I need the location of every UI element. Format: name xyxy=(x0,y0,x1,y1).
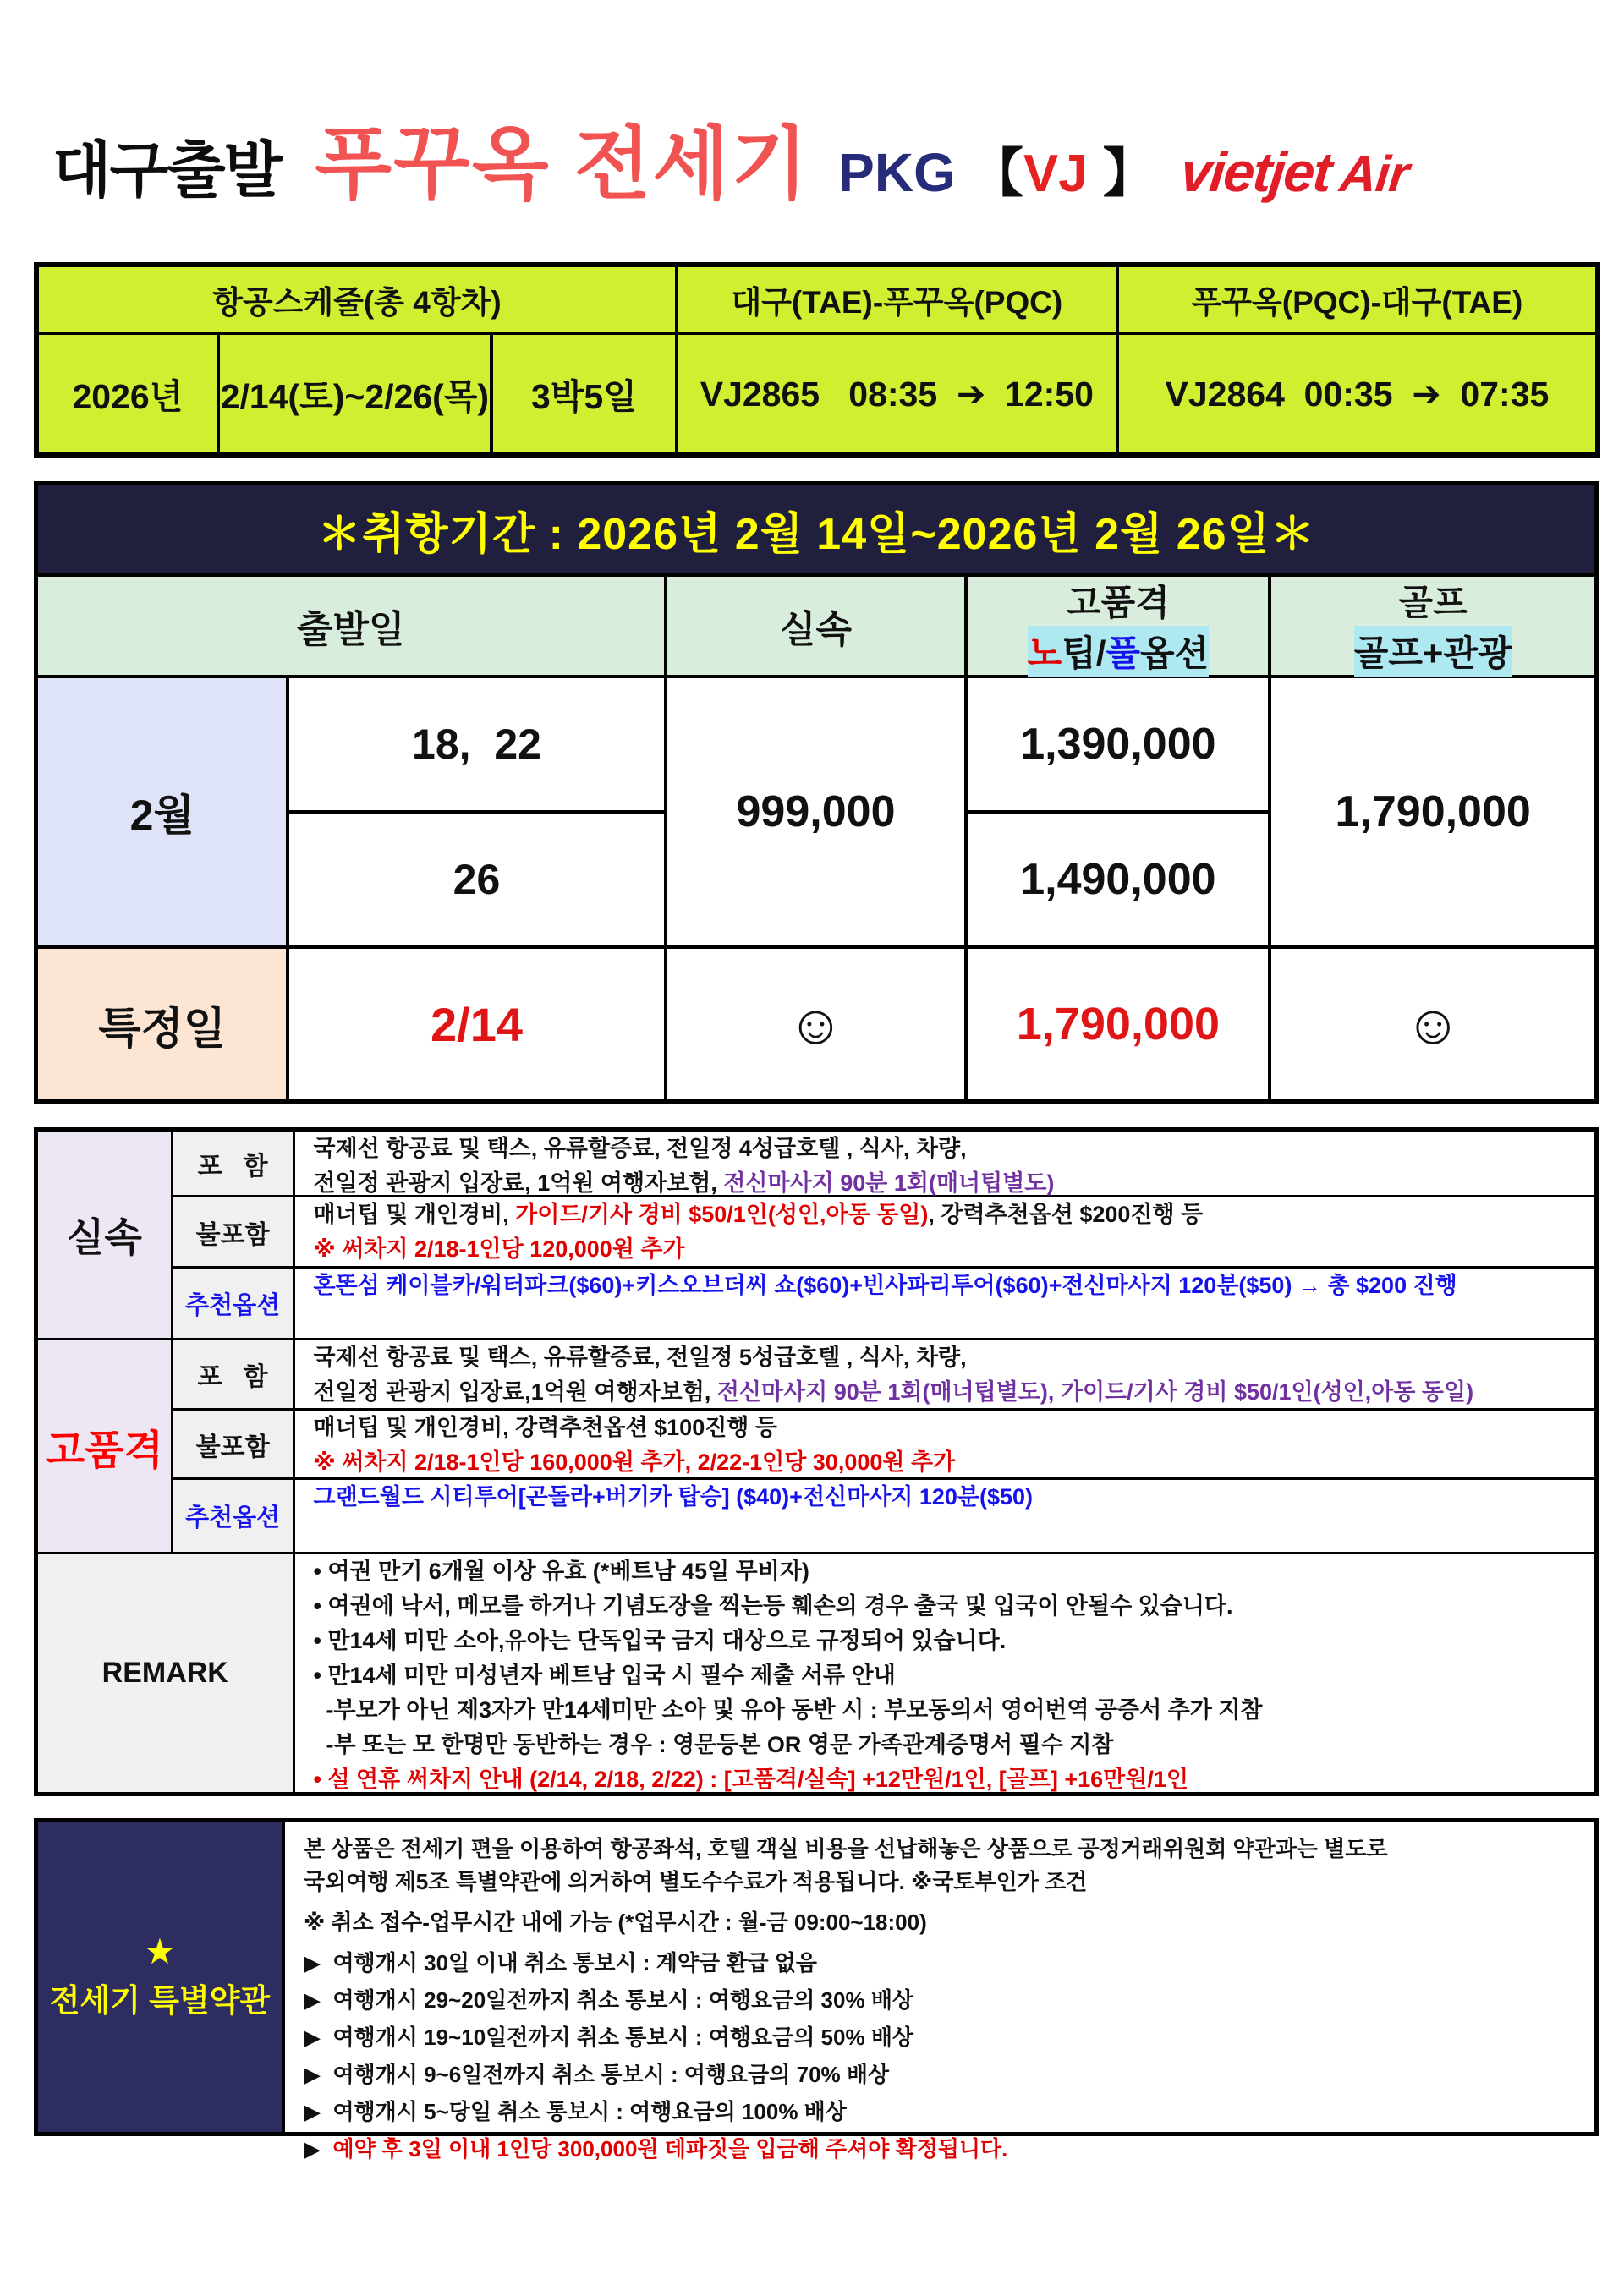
vietjet-air-logo xyxy=(1177,140,1412,204)
text-segment: ▶ xyxy=(304,2136,333,2162)
text-line xyxy=(304,2133,1007,2166)
text-segment: 본 상품은 전세기 편을 이용하여 항공좌석, 호텔 객실 비용을 선납해놓은 상품으로 공정거래위원회 약관과는 별도로 xyxy=(304,1836,1388,1861)
schedule-year-cell: 2026년 xyxy=(39,335,217,452)
premium-header-title: 고품격 xyxy=(1067,583,1170,622)
page-title xyxy=(52,100,1592,214)
text-line xyxy=(314,1445,956,1480)
title-pkg: PKG xyxy=(838,142,956,203)
departure-date-header: 출발일 xyxy=(38,577,664,675)
text-line xyxy=(304,1833,1388,1866)
text-segment: 전신마사지 90분 1회(매너팁별도), 가이드/기사 경비 $50/1인(성인,아동 동일) xyxy=(716,1378,1474,1405)
text-segment: 옵션 xyxy=(1140,633,1210,673)
text-line xyxy=(314,1197,1204,1232)
text-segment: 전일정 관광지 입장료,1억원 여행자보험, xyxy=(313,1378,717,1405)
text-line xyxy=(304,1906,927,1939)
title-bracket-open: 【 xyxy=(970,145,1023,203)
silsok-column-header: 실속 xyxy=(667,577,965,675)
text-line xyxy=(304,1866,1087,1899)
remark-content xyxy=(295,1554,1595,1792)
text-segment: 예약 후 3일 이내 1인당 300,000원 데파짓을 입금해 주셔야 확정됩니다. xyxy=(332,2136,1008,2162)
text-segment: ▶ 여행개시 19~10일전까지 취소 통보시 : 여행요금의 50% 배상 xyxy=(304,2025,914,2050)
golf-header-title: 골프 xyxy=(1398,583,1468,622)
premium-include-label: 포 함 xyxy=(173,1340,293,1408)
text-segment: , 강력추천옵션 $200진행 등 xyxy=(928,1202,1204,1227)
silsok-price-cell: 999,000 xyxy=(667,678,965,945)
text-line xyxy=(314,1411,777,1445)
flight-schedule-table xyxy=(34,262,1600,458)
text-line xyxy=(314,1375,1474,1410)
title-destination: 푸꾸옥 전세기 xyxy=(315,119,810,208)
inbound-flight-cell: VJ2864 00:35 ➔ 07:35 xyxy=(1119,335,1595,452)
charter-terms-label xyxy=(38,1822,282,2132)
text-line xyxy=(314,1232,685,1267)
special-premium-price: 1,790,000 xyxy=(968,949,1268,1099)
premium-option-content xyxy=(295,1480,1595,1552)
text-line xyxy=(314,1269,1457,1303)
dates-row1-cell: 18, 22 xyxy=(289,678,663,810)
premium-option-label: 추천옵션 xyxy=(173,1480,293,1552)
premium-header-subtitle xyxy=(1028,626,1210,677)
title-bracket-close: 】 xyxy=(1102,145,1155,203)
text-segment: ※ 써차지 2/18-1인당 160,000원 추가, 2/22-1인당 30,000원 추가 xyxy=(313,1449,956,1475)
dates-row2-cell: 26 xyxy=(289,814,663,945)
premium-category-label: 고품격 xyxy=(38,1340,171,1552)
month-cell: 2월 xyxy=(38,678,286,945)
text-line xyxy=(314,1762,1188,1797)
text-segment: ▶ 여행개시 9~6일전까지 취소 통보시 : 여행요금의 70% 배상 xyxy=(304,2062,890,2087)
text-segment: -부모가 아닌 제3자가 만14세미만 소아 및 유아 동반 시 : 부모동의서 영어번역 공증서 추가 지참 xyxy=(313,1697,1263,1723)
text-line xyxy=(314,1554,809,1589)
text-segment: -부 또는 모 한명만 동반하는 경우 : 영문등본 OR 영문 가족관계증명서 필수 지참 xyxy=(313,1732,1114,1758)
outbound-flight-cell: VJ2865 08:35 ➔ 12:50 xyxy=(678,335,1116,452)
text-line xyxy=(304,2021,914,2054)
special-silsok-smiley-icon: ☺ xyxy=(667,949,965,1099)
text-segment: 매너팁 및 개인경비, xyxy=(313,1202,516,1227)
special-day-label: 특정일 xyxy=(38,949,286,1099)
text-segment: • 만14세 미만 미성년자 베트남 입국 시 필수 제출 서류 안내 xyxy=(313,1663,896,1689)
text-segment: ▶ 여행개시 30일 이내 취소 통보시 : 계약금 환급 없음 xyxy=(304,1950,818,1975)
golf-price-cell: 1,790,000 xyxy=(1271,678,1594,945)
star-icon: ★ xyxy=(144,1932,176,1971)
silsok-option-content xyxy=(295,1269,1595,1338)
text-segment: 전일정 관광지 입장료, 1억원 여행자보험, xyxy=(313,1170,724,1196)
price-table xyxy=(34,481,1599,1104)
text-segment: • 여권에 낙서, 메모를 하거나 기념도장을 찍는등 훼손의 경우 출국 및 입국이 안될수 있습니다. xyxy=(313,1593,1233,1619)
charter-terms-content xyxy=(285,1822,1594,2162)
text-segment: ▶ 여행개시 5~당일 취소 통보시 : 여행요금의 100% 배상 xyxy=(304,2099,847,2124)
vietjet-logo-word: vietjet xyxy=(1177,140,1334,203)
premium-price-row1-cell: 1,390,000 xyxy=(968,678,1268,810)
premium-column-header xyxy=(968,577,1268,675)
text-segment: • 여권 만기 6개월 이상 유효 (*베트남 45일 무비자) xyxy=(313,1559,809,1584)
outbound-route-header: 대구(TAE)-푸꾸옥(PQC) xyxy=(678,267,1116,332)
text-segment: 전신마사지 90분 1회(매너팁별도) xyxy=(723,1170,1055,1196)
text-line xyxy=(314,1340,967,1375)
text-segment: 풀 xyxy=(1106,633,1141,673)
text-segment: 매너팁 및 개인경비, 강력추천옵션 $100진행 등 xyxy=(313,1415,777,1440)
special-golf-smiley-icon: ☺ xyxy=(1271,949,1594,1099)
text-segment: 국제선 항공료 및 택스, 유류할증료, 전일정 5성급호텔 , 식사, 차량, xyxy=(313,1345,967,1370)
text-line xyxy=(304,1984,914,2017)
text-segment: 가이드/기사 경비 $50/1인(성인,아동 동일) xyxy=(515,1202,929,1227)
text-line xyxy=(304,2058,889,2091)
remark-label: REMARK xyxy=(38,1554,293,1792)
vietjet-logo-air: Air xyxy=(1336,145,1412,202)
premium-exclude-content xyxy=(295,1411,1595,1477)
text-line xyxy=(1028,626,1210,677)
text-line xyxy=(314,1693,1263,1728)
silsok-include-content xyxy=(295,1132,1595,1195)
premium-price-row2-cell: 1,490,000 xyxy=(968,814,1268,945)
text-line xyxy=(314,1480,1034,1515)
text-segment: 국제선 항공료 및 택스, 유류할증료, 전일정 4성급호텔 , 식사, 차량, xyxy=(313,1136,967,1161)
golf-column-header xyxy=(1271,577,1594,675)
text-segment: ※ 취소 접수-업무시간 내에 가능 (*업무시간 : 월-금 09:00~18:00) xyxy=(304,1910,927,1935)
silsok-exclude-label: 불포함 xyxy=(173,1197,293,1266)
charter-terms-table xyxy=(34,1818,1599,2162)
title-departure-city: 대구출발 xyxy=(52,137,282,205)
silsok-exclude-content xyxy=(295,1197,1595,1266)
special-day-date: 2/14 xyxy=(289,949,663,1099)
title-airline-code: VJ xyxy=(1023,145,1088,203)
text-segment: • 만14세 미만 소아,유아는 단독입국 금지 대상으로 규정되어 있습니다. xyxy=(313,1628,1007,1654)
text-segment: 국외여행 제5조 특별약관에 의거하여 별도수수료가 적용됩니다. ※국토부인가 조건 xyxy=(304,1869,1088,1894)
premium-include-content xyxy=(295,1340,1595,1408)
text-line xyxy=(314,1624,1007,1658)
text-segment: 노 xyxy=(1027,633,1062,673)
charter-terms-label-text: 전세기 특별약관 xyxy=(49,1983,271,2018)
text-segment: ▶ 여행개시 29~20일전까지 취소 통보시 : 여행요금의 30% 배상 xyxy=(304,1987,914,2013)
text-line xyxy=(314,1658,896,1693)
text-segment: 그랜드월드 시티투어[곤돌라+버기카 탑승] ($40)+전신마사지 120분($50) xyxy=(313,1484,1034,1510)
text-segment: 혼똔섬 케이블카/워터파크($60)+키스오브더씨 쇼($60)+빈사파리투어($60)+전신마사지 120분($50) → 총 $200 진행 xyxy=(313,1273,1457,1298)
text-line xyxy=(304,2096,847,2129)
text-segment: • 설 연휴 써차지 안내 (2/14, 2/18, 2/22) : [고품격/실속] +12만원/1인, [골프] +16만원/1인 xyxy=(313,1767,1188,1793)
text-segment: ※ 써차지 2/18-1인당 120,000원 추가 xyxy=(313,1236,685,1262)
schedule-header: 항공스케줄(총 4항차) xyxy=(39,267,675,332)
premium-exclude-label: 불포함 xyxy=(173,1411,293,1477)
silsok-category-label: 실속 xyxy=(38,1132,171,1338)
service-period-banner: ＊취항기간 : 2026년 2월 14일~2026년 2월 26일＊ xyxy=(38,485,1594,573)
inbound-route-header: 푸꾸옥(PQC)-대구(TAE) xyxy=(1119,267,1595,332)
schedule-duration-cell: 3박5일 xyxy=(493,335,675,452)
text-line xyxy=(314,1589,1233,1624)
text-segment: 팁/ xyxy=(1062,633,1106,673)
silsok-include-label: 포 함 xyxy=(173,1132,293,1195)
silsok-option-label: 추천옵션 xyxy=(173,1269,293,1338)
text-line xyxy=(314,1728,1114,1762)
package-detail-table xyxy=(34,1127,1599,1796)
text-line xyxy=(314,1166,1055,1201)
text-line xyxy=(314,1132,967,1166)
text-line xyxy=(304,1947,817,1980)
schedule-dates-cell: 2/14(토)~2/26(목) xyxy=(220,335,490,452)
golf-header-subtitle: 골프+관광 xyxy=(1354,626,1512,677)
